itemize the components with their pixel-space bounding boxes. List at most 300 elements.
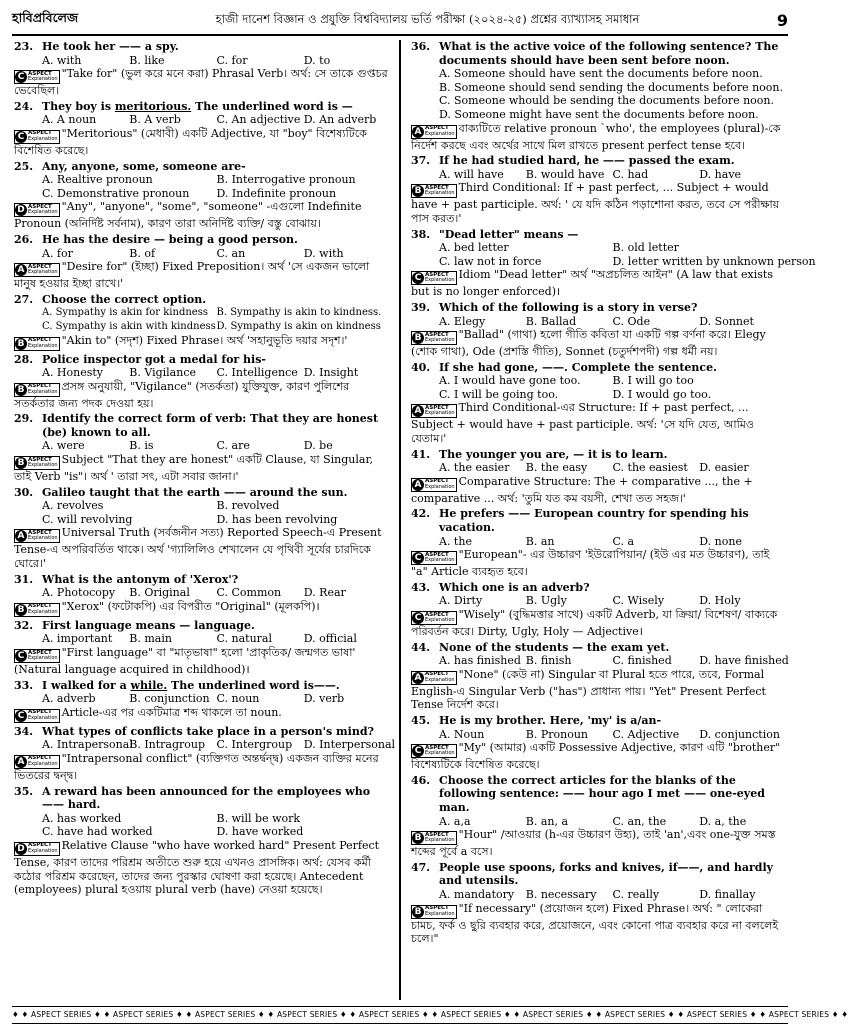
answer-option: C. Adjective xyxy=(612,727,680,741)
left-column xyxy=(14,40,399,1000)
explanation-text: "If necessary" (প্রয়োজন হলে) Fixed Phrase। অর্থ: " লোকেরা চামচ, ফর্ক ও ছুরি ব্যবহার করে, প্রয়োজনে, এবং কোনো পাত্র ব্যবহার করে না বললেই চলে।" xyxy=(411,901,779,946)
question-item xyxy=(411,861,786,946)
answer-option: B. the easy xyxy=(525,461,588,475)
badge-label xyxy=(27,531,59,542)
badge-label xyxy=(424,479,456,490)
question-item xyxy=(411,581,786,639)
right-column xyxy=(401,40,816,1000)
answer-option: D. easier xyxy=(699,461,749,475)
answer-option: D. Holy xyxy=(699,594,741,608)
badge-label-bottom: Explanation xyxy=(28,847,58,854)
question-number: 43. xyxy=(411,580,431,594)
explanation-text: Comparative Structure: The + comparative ..., the + comparative ... অর্থ: 'তুমি যত কম বয়সী, শেখা তত সহজ।' xyxy=(411,474,753,505)
correct-answer-letter: C xyxy=(15,710,27,722)
correct-answer-letter: B xyxy=(15,457,27,469)
answer-option: A. revolves xyxy=(42,499,104,513)
underlined-word: while. xyxy=(130,678,168,692)
explanation xyxy=(411,741,786,772)
question-number: 33. xyxy=(14,678,34,692)
explanation-text: Universal Truth (সর্বজনীন সত্য) Reported Speech-এ Present Tense-এ অপরিবর্তিত থাকে। অর্থ 'গ্যালিলিও শেখালেন যে পৃথিবী সূর্যের চারদিকে ঘোরে।' xyxy=(14,526,382,571)
question-item xyxy=(411,301,786,359)
answer-option: C. for xyxy=(216,53,248,67)
question-text: Choose the correct articles for the blanks of the following sentence: —— hour ago I met —— one-eyed man. xyxy=(439,773,765,814)
explanation-text: Relative Clause "who have worked hard" Present Perfect Tense, কারণ তাদের পরিশ্রম অতীতে শুরু হয়ে এখনও প্রাসঙ্গিক। অর্থ: যেসব কর্মী কঠোর পরিশ্রম করেছেন, তাদের জন্য পুরস্কার ঘোষণা করা হয়েছে। Antecedent (employees) plural হওয়ায় plural verb (have) নেওয়া হয়েছে। xyxy=(14,838,380,897)
answer-option: D. Sonnet xyxy=(699,314,754,328)
answer-option: B. like xyxy=(129,53,165,67)
question-item xyxy=(14,486,391,571)
question-item xyxy=(14,293,391,351)
question-text: Any, anyone, some, someone are- xyxy=(42,159,246,173)
explanation xyxy=(14,706,391,723)
answer-option: A. Dirty xyxy=(439,594,483,608)
question-stem xyxy=(411,40,786,67)
answer-options xyxy=(411,815,786,829)
explanation xyxy=(411,181,786,225)
badge-label-bottom: Explanation xyxy=(425,910,455,917)
question-number: 35. xyxy=(14,784,34,798)
question-item xyxy=(14,353,391,411)
answer-options xyxy=(411,594,786,608)
answer-option: B. Intragroup xyxy=(129,738,206,752)
badge-label xyxy=(27,338,59,349)
answer-option: D. Someone might have sent the documents before noon. xyxy=(439,107,759,121)
answer-option: B. Vigilance xyxy=(129,366,196,380)
answer-option: D. An adverb xyxy=(303,113,377,127)
question-text: If she had gone, ——. Complete the sentence. xyxy=(439,360,717,374)
question-number: 42. xyxy=(411,507,431,521)
badge-label-bottom: Explanation xyxy=(425,837,455,844)
question-item xyxy=(411,714,786,772)
answer-option: D. have xyxy=(699,167,742,181)
answer-option: C. a xyxy=(612,534,635,548)
badge-label-bottom: Explanation xyxy=(28,388,58,395)
badge-label-top: ASPECT xyxy=(28,203,52,210)
question-item xyxy=(411,774,786,859)
answer-options xyxy=(411,888,786,902)
question-number: 37. xyxy=(411,154,431,168)
explanation xyxy=(14,334,391,351)
answer-options xyxy=(411,728,786,742)
question-stem xyxy=(14,100,391,114)
aspect-explanation-badge xyxy=(411,331,457,345)
question-stem xyxy=(411,301,786,315)
badge-label xyxy=(27,265,59,276)
answer-option: D. Interpersonal xyxy=(303,738,396,752)
correct-answer-letter: A xyxy=(412,672,424,684)
answer-options xyxy=(14,306,391,333)
answer-options xyxy=(14,632,391,646)
badge-label-bottom: Explanation xyxy=(28,135,58,142)
explanation xyxy=(411,122,786,153)
answer-option: A. Photocopy xyxy=(42,586,116,600)
explanation xyxy=(411,902,786,946)
explanation-text: "Intrapersonal conflict" (ব্যক্তিগত অন্তর্দ্বন্দ্ব) একজন ব্যক্তির মনের ভিতরের দ্বন্দ্ব। xyxy=(14,751,379,782)
answer-option: D. Indefinite pronoun xyxy=(216,186,337,200)
answer-option: C. law not in force xyxy=(439,254,542,268)
badge-label-bottom: Explanation xyxy=(28,269,58,276)
question-number: 39. xyxy=(411,300,431,314)
badge-label xyxy=(27,843,59,854)
question-item xyxy=(411,154,786,225)
explanation xyxy=(411,608,786,639)
badge-label xyxy=(27,756,59,767)
answer-option: C. Wisely xyxy=(612,594,665,608)
answer-option: D. verb xyxy=(303,692,345,706)
answer-options xyxy=(14,366,391,380)
answer-option: A. has worked xyxy=(42,811,122,825)
badge-label-top: ASPECT xyxy=(28,842,52,849)
badge-label xyxy=(424,672,456,683)
answer-option: C. finished xyxy=(612,654,672,668)
question-text: He is my brother. Here, 'my' is a/an- xyxy=(439,713,662,727)
question-item xyxy=(411,640,789,712)
explanation-text: "My" (আমার) একটি Possessive Adjective, কারণ এটি "brother" বিশেষ্যটিকে বিশেষিত করেছে। xyxy=(411,741,781,772)
question-stem xyxy=(14,40,391,54)
badge-label xyxy=(424,126,456,137)
badge-label-bottom: Explanation xyxy=(425,410,455,417)
explanation xyxy=(411,328,786,359)
aspect-explanation-badge xyxy=(411,831,457,845)
badge-label-top: ASPECT xyxy=(28,456,52,463)
question-text: Police inspector got a medal for his- xyxy=(42,352,266,366)
question-number: 34. xyxy=(14,724,34,738)
answer-option: A. A noun xyxy=(42,113,97,127)
question-stem xyxy=(14,353,391,367)
answer-option: C. are xyxy=(216,439,250,453)
page-number: 9 xyxy=(776,10,788,30)
answer-option: A. were xyxy=(42,439,85,453)
question-stem xyxy=(411,448,786,462)
explanation-text: "Wisely" (বুদ্ধিমত্তার সাথে) একটি Adverb, যা ক্রিয়া/ বিশেষণ/ বাক্যকে পরিবর্তন করে। Dirty, Ugly, Holy — Adjective। xyxy=(411,608,778,638)
question-number: 24. xyxy=(14,99,34,113)
correct-answer-letter: A xyxy=(15,264,27,276)
explanation xyxy=(411,268,786,299)
question-text xyxy=(42,100,391,114)
aspect-explanation-badge xyxy=(14,603,60,617)
badge-label xyxy=(27,458,59,469)
answer-options xyxy=(411,168,786,182)
answer-option: A. bed letter xyxy=(439,241,509,255)
answer-option: A. has finished xyxy=(439,654,521,668)
aspect-explanation-badge xyxy=(14,203,60,217)
correct-answer-letter: A xyxy=(15,756,27,768)
badge-label-bottom: Explanation xyxy=(425,617,455,623)
answer-option: B. Ballad xyxy=(525,314,577,328)
badge-label-bottom: Explanation xyxy=(28,342,58,349)
badge-label-bottom: Explanation xyxy=(425,750,455,757)
answer-options xyxy=(14,247,391,261)
question-number: 32. xyxy=(14,618,34,632)
explanation xyxy=(411,475,786,506)
answer-option: A. adverb xyxy=(42,692,96,706)
answer-option: D. Rear xyxy=(303,586,346,600)
explanation-text: Third Conditional-এর Structure: If + past perfect, ... Subject + would have + past participle. অর্থ: 'সে যদি যেত, আমিও যেতাম।' xyxy=(411,401,754,446)
answer-option: D. have worked xyxy=(216,825,304,839)
correct-answer-letter: C xyxy=(412,612,424,624)
badge-label-bottom: Explanation xyxy=(425,483,455,490)
answer-options xyxy=(411,654,789,668)
explanation-text: "Any", "anyone", "some", "someone" -এগুলো Indefinite Pronoun (অনির্দিষ্ট সর্বনাম), কারণ তারা অনির্দিষ্ট ব্যক্তি/ বস্তু বোঝায়। xyxy=(14,200,362,231)
question-text: What is the antonym of 'Xerox'? xyxy=(42,572,239,586)
question-text: If he had studied hard, he —— passed the exam. xyxy=(439,154,735,168)
correct-answer-letter: C xyxy=(15,131,27,143)
question-item xyxy=(14,412,391,483)
answer-option: D. finallay xyxy=(699,887,756,901)
question-text: "Dead letter" means — xyxy=(439,227,579,241)
question-number: 36. xyxy=(411,40,431,53)
question-text: A reward has been announced for the employees who —— hard. xyxy=(42,784,371,812)
question-text: The younger you are, — it is to learn. xyxy=(439,447,668,461)
question-text-pre: I walked for a xyxy=(42,678,131,692)
badge-label xyxy=(27,604,59,615)
answer-option: A. the easier xyxy=(439,461,510,475)
badge-label xyxy=(424,406,456,417)
explanation-text: Subject "That they are honest" একটি Clause, যা Singular, তাই Verb "is"। অর্থ ' তারা সৎ, এটা সবার জানা।' xyxy=(14,453,373,484)
question-text: People use spoons, forks and knives, if——, and hardly and utensils. xyxy=(439,860,774,888)
badge-label-bottom: Explanation xyxy=(28,462,58,469)
answer-options xyxy=(411,374,786,401)
answer-options xyxy=(14,738,396,752)
answer-option: A. Elegy xyxy=(439,314,486,328)
badge-label-top: ASPECT xyxy=(425,331,449,338)
answer-option: A. Noun xyxy=(439,727,485,741)
answer-option: B. is xyxy=(129,439,154,453)
correct-answer-letter: C xyxy=(412,745,424,757)
badge-label xyxy=(27,72,59,83)
question-number: 31. xyxy=(14,572,34,586)
question-text-post: The underlined word is——. xyxy=(167,678,340,692)
correct-answer-letter: C xyxy=(15,71,27,83)
explanation xyxy=(411,548,786,579)
explanation-text: "Ballad" (গাথা) হলো গীতি কবিতা যা একটি গল্প বর্ণনা করে। Elegy (শোক গাথা), Ode (প্রশস্তি গীতি), Sonnet (চতুর্দশপদী) গল্প ধর্মী নয়। xyxy=(411,328,766,359)
badge-label-top: ASPECT xyxy=(28,337,52,343)
badge-label-top: ASPECT xyxy=(28,755,52,762)
badge-label-bottom: Explanation xyxy=(28,608,58,615)
page-title: হাজী দানেশ বিজ্ঞান ও প্রযুক্তি বিশ্ববিদ্যালয় ভর্তি পরীক্ষা (২০২৪-২৫) প্রশ্নের ব্যাখ্যাসহ সমাধান xyxy=(215,11,640,26)
answer-option: C. noun xyxy=(216,692,260,706)
answer-option: C. the easiest xyxy=(612,461,688,475)
explanation xyxy=(411,401,786,445)
correct-answer-letter: A xyxy=(412,479,424,491)
answer-option: B. old letter xyxy=(612,241,679,255)
question-stem xyxy=(411,361,786,375)
correct-answer-letter: A xyxy=(412,126,424,138)
badge-label xyxy=(424,273,456,284)
aspect-explanation-badge xyxy=(411,184,457,198)
header-divider xyxy=(12,34,788,36)
question-number: 26. xyxy=(14,232,34,246)
badge-label-top: ASPECT xyxy=(28,263,52,270)
correct-answer-letter: B xyxy=(412,832,424,844)
badge-label xyxy=(424,906,456,917)
explanation-text: "European"- এর উচ্চারণ 'ইউরোপিয়ান/ (ইউ এর মত উচ্চারণ), তাই "a" Article ব্যবহৃত হবে। xyxy=(411,548,770,579)
aspect-explanation-badge xyxy=(14,709,60,723)
answer-option: A. mandatory xyxy=(439,887,515,901)
aspect-explanation-badge xyxy=(411,611,457,625)
question-stem xyxy=(14,160,391,174)
aspect-explanation-badge xyxy=(411,905,457,919)
badge-label-top: ASPECT xyxy=(425,404,449,411)
question-stem xyxy=(14,573,391,587)
answer-option: C. have had worked xyxy=(42,825,153,839)
answer-option: A. the xyxy=(439,534,472,548)
correct-answer-letter: B xyxy=(412,906,424,918)
answer-options xyxy=(411,241,816,268)
aspect-explanation-badge xyxy=(411,744,457,758)
answer-option: D. be xyxy=(303,439,333,453)
answer-option: C. Sympathy is akin with kindness xyxy=(42,320,216,332)
badge-label xyxy=(27,384,59,395)
question-stem xyxy=(411,861,786,888)
aspect-explanation-badge xyxy=(14,755,60,769)
question-number: 44. xyxy=(411,640,431,654)
aspect-explanation-badge xyxy=(411,404,457,418)
answer-option: D. Sympathy is akin on kindness xyxy=(216,320,381,332)
question-text: What types of conflicts take place in a person's mind? xyxy=(42,724,374,738)
explanation-text: "Xerox" (ফটোকপি) এর বিপরীত "Original" (মূলকপি)। xyxy=(61,599,320,613)
question-text-post: The underlined word is — xyxy=(191,99,353,113)
question-number: 30. xyxy=(14,485,34,499)
answer-options xyxy=(411,67,786,121)
correct-answer-letter: C xyxy=(412,552,424,564)
explanation xyxy=(14,380,391,411)
answer-option: B. Someone should send sending the documents before noon. xyxy=(439,80,784,94)
answer-option: D. conjunction xyxy=(699,727,780,741)
answer-option: A. Someone should have sent the documents before noon. xyxy=(439,67,763,81)
answer-option: B. revolved xyxy=(216,499,280,513)
correct-answer-letter: C xyxy=(412,272,424,284)
explanation xyxy=(14,200,391,231)
correct-answer-letter: C xyxy=(15,650,27,662)
answer-option: B. Pronoun xyxy=(525,727,588,741)
answer-option: D. letter written by unknown person xyxy=(612,254,816,268)
answer-option: A. Realtive pronoun xyxy=(42,173,153,187)
badge-label-bottom: Explanation xyxy=(425,676,455,683)
answer-option: B. necessary xyxy=(525,887,597,901)
badge-label-top: ASPECT xyxy=(425,478,449,485)
badge-label xyxy=(424,833,456,844)
badge-label xyxy=(27,651,59,662)
answer-option: C. an xyxy=(216,246,246,260)
answer-option: A. Intrapersonal xyxy=(42,738,133,752)
explanation-text: Article-এর পর একটিমাত্র শব্দ থাকলে তা noun. xyxy=(61,705,282,719)
question-number: 40. xyxy=(411,360,431,374)
explanation xyxy=(14,127,391,158)
question-item xyxy=(411,361,786,446)
answer-option: C. will revolving xyxy=(42,512,133,526)
badge-label-top: ASPECT xyxy=(28,709,52,716)
answer-option: C. Intelligence xyxy=(216,366,298,380)
answer-options xyxy=(411,461,786,475)
question-stem xyxy=(14,293,391,307)
question-text: He took her —— a spy. xyxy=(42,40,179,53)
answer-option: C. An adjective xyxy=(216,113,301,127)
question-text: Which one is an adverb? xyxy=(439,580,590,594)
question-number: 45. xyxy=(411,713,431,727)
explanation-text: Third Conditional: If + past perfect, ... Subject + would have + past participle. অর্থ: ' যে যদি কঠিন পড়াশোনা করত, তবে সে পরীক্ষায় পাস করত।' xyxy=(411,181,780,225)
answer-option: A. important xyxy=(42,632,113,646)
explanation xyxy=(14,752,391,783)
question-item xyxy=(14,679,391,723)
answer-option: C. Intergroup xyxy=(216,738,293,752)
question-text-pre: They boy is xyxy=(42,99,115,113)
question-item xyxy=(411,227,816,299)
answer-option: D. has been revolving xyxy=(216,512,338,526)
question-stem xyxy=(14,679,391,693)
answer-option: B. Sympathy is akin to kindness. xyxy=(216,307,382,319)
answer-option: C. an, the xyxy=(612,814,667,828)
question-text: Identify the correct form of verb: That they are honest (be) known to all. xyxy=(42,412,379,439)
correct-answer-letter: A xyxy=(15,530,27,542)
correct-answer-letter: B xyxy=(412,185,424,197)
badge-label-top: ASPECT xyxy=(425,831,449,838)
badge-label-bottom: Explanation xyxy=(425,557,455,564)
answer-options xyxy=(14,113,391,127)
answer-options xyxy=(14,173,391,200)
answer-option: A. Sympathy is akin for kindness xyxy=(42,307,208,319)
answer-option: D. with xyxy=(303,246,344,260)
badge-label-top: ASPECT xyxy=(425,184,449,191)
badge-label-top: ASPECT xyxy=(425,271,449,278)
underlined-word: meritorious. xyxy=(114,99,192,113)
answer-option: C. Ode xyxy=(612,314,651,328)
explanation-text: "Meritorious" (মেধাবী) একটি Adjective, যা "boy" বিশেষ্যটিকে বিশেষিত করেছে। xyxy=(14,126,367,157)
correct-answer-letter: B xyxy=(15,338,27,350)
answer-options xyxy=(14,499,391,526)
answer-option: D. official xyxy=(303,632,357,646)
answer-option: B. would have xyxy=(525,167,605,181)
answer-option: A. with xyxy=(42,53,82,67)
aspect-explanation-badge xyxy=(411,551,457,565)
badge-label xyxy=(27,710,59,721)
answer-option: A. for xyxy=(42,246,73,260)
explanation-text: বাক্যটিতে relative pronoun `who', the employees (plural)-কে নির্দেশ করছে এবং অর্থের সাথে মিল রাখতে present perfect tense হবে। xyxy=(411,121,781,152)
question-item xyxy=(14,160,391,231)
question-number: 29. xyxy=(14,412,34,426)
explanation xyxy=(411,668,786,712)
badge-label-top: ASPECT xyxy=(425,744,449,751)
answer-options xyxy=(411,315,786,329)
explanation-text: "Hour" /আওয়ার (h-এর উচ্চারণ উহ্য), তাই 'an',এবং one-যুক্ত সমস্ত শব্দের পূর্বে a বসে। xyxy=(411,828,776,859)
answer-option: B. A verb xyxy=(129,113,181,127)
answer-option: A. Honesty xyxy=(42,366,104,380)
aspect-explanation-badge xyxy=(411,125,457,139)
explanation xyxy=(411,828,786,859)
question-stem xyxy=(411,507,786,534)
badge-label xyxy=(424,746,456,757)
correct-answer-letter: D xyxy=(15,843,27,855)
question-number: 38. xyxy=(411,227,431,241)
answer-option: C. natural xyxy=(216,632,272,646)
explanation xyxy=(14,600,391,617)
badge-label-bottom: Explanation xyxy=(425,190,455,197)
question-text: He has the desire — being a good person. xyxy=(42,232,298,246)
question-item xyxy=(14,233,391,291)
question-text: He prefers —— European country for spending his vacation. xyxy=(439,507,749,535)
badge-label xyxy=(424,553,456,564)
badge-label-bottom: Explanation xyxy=(28,76,58,83)
answer-option: B. Ugly xyxy=(525,594,567,608)
question-text: Which of the following is a story in verse? xyxy=(439,300,698,314)
answer-option: B. of xyxy=(129,246,156,260)
answer-option: A. I would have gone too. xyxy=(439,374,581,388)
question-number: 27. xyxy=(14,292,34,306)
question-stem xyxy=(14,412,391,439)
question-stem xyxy=(14,486,391,500)
badge-label-top: ASPECT xyxy=(425,671,449,678)
aspect-explanation-badge xyxy=(14,383,60,397)
question-item xyxy=(14,619,391,677)
